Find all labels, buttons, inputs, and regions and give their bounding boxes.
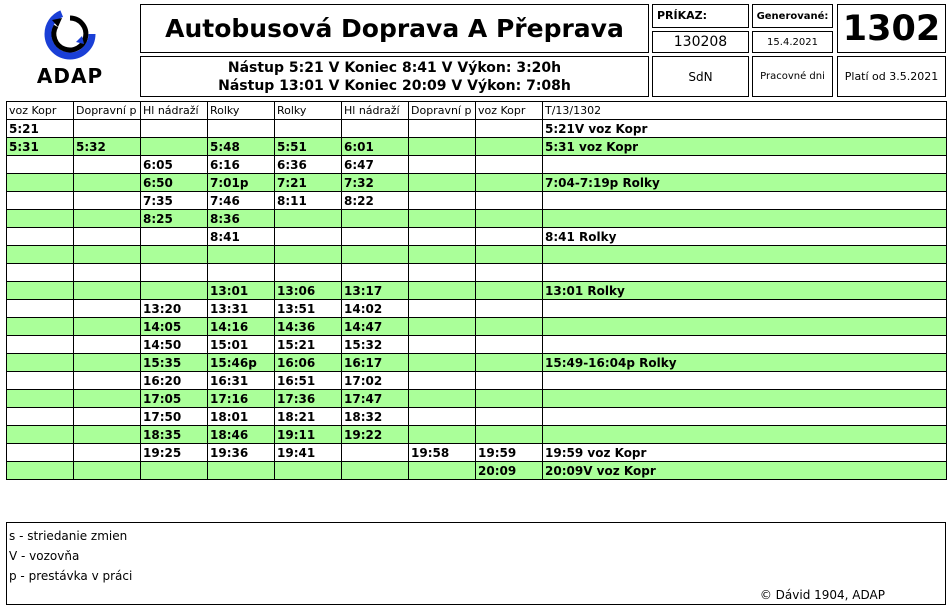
time-cell: 8:22 (342, 192, 409, 210)
note-cell: 19:59 voz Kopr (543, 444, 947, 462)
time-cell (409, 192, 476, 210)
note-cell (543, 264, 947, 282)
time-cell (141, 264, 208, 282)
time-cell: 8:25 (141, 210, 208, 228)
time-cell: 18:21 (275, 408, 342, 426)
time-cell (7, 390, 74, 408)
time-cell (409, 264, 476, 282)
time-cell: 17:50 (141, 408, 208, 426)
time-cell (7, 372, 74, 390)
note-cell: 20:09V voz Kopr (543, 462, 947, 480)
time-cell (74, 354, 141, 372)
time-cell (476, 228, 543, 246)
time-cell (409, 174, 476, 192)
note-cell: 5:31 voz Kopr (543, 138, 947, 156)
time-cell (409, 210, 476, 228)
time-cell: 19:25 (141, 444, 208, 462)
column-header: Dopravní p (409, 102, 476, 120)
table-row (7, 174, 947, 192)
shift-summary (140, 56, 649, 97)
time-cell (74, 192, 141, 210)
time-cell: 14:02 (342, 300, 409, 318)
time-cell: 5:21 (7, 120, 74, 138)
time-cell (141, 246, 208, 264)
time-cell: 17:16 (208, 390, 275, 408)
note-cell: 5:21V voz Kopr (543, 120, 947, 138)
logo-text: ADAP (36, 64, 104, 88)
time-cell (476, 282, 543, 300)
column-header: Hl nádraží (141, 102, 208, 120)
column-header: Hl nádraží (342, 102, 409, 120)
column-header: Rolky (275, 102, 342, 120)
time-cell (74, 246, 141, 264)
time-cell (342, 228, 409, 246)
timetable (6, 101, 947, 480)
column-header: Dopravní p (74, 102, 141, 120)
time-cell (74, 174, 141, 192)
note-cell (543, 246, 947, 264)
time-cell (7, 174, 74, 192)
time-cell (409, 318, 476, 336)
time-cell (275, 120, 342, 138)
time-cell (342, 444, 409, 462)
time-cell (275, 246, 342, 264)
time-cell: 13:20 (141, 300, 208, 318)
time-cell (342, 120, 409, 138)
time-cell (476, 210, 543, 228)
shift-line-afternoon: Nástup 13:01 V Koniec 20:09 V Výkon: 7:08h (218, 77, 571, 94)
column-header: voz Kopr (476, 102, 543, 120)
time-cell: 13:06 (275, 282, 342, 300)
order-number: 130208 (652, 31, 749, 53)
time-cell (275, 264, 342, 282)
time-cell (7, 444, 74, 462)
table-row (7, 426, 947, 444)
time-cell: 19:41 (275, 444, 342, 462)
time-cell: 19:22 (342, 426, 409, 444)
time-cell (74, 462, 141, 480)
time-cell (275, 462, 342, 480)
time-cell (141, 228, 208, 246)
table-row (7, 120, 947, 138)
time-cell: 14:50 (141, 336, 208, 354)
table-row (7, 390, 947, 408)
column-header: voz Kopr (7, 102, 74, 120)
time-cell (7, 462, 74, 480)
time-cell (409, 354, 476, 372)
time-cell (476, 408, 543, 426)
column-header: T/13/1302 (543, 102, 947, 120)
time-cell: 17:02 (342, 372, 409, 390)
time-cell (74, 336, 141, 354)
column-header: Rolky (208, 102, 275, 120)
time-cell (141, 120, 208, 138)
time-cell (409, 282, 476, 300)
time-cell: 17:36 (275, 390, 342, 408)
time-cell: 15:46p (208, 354, 275, 372)
time-cell (74, 120, 141, 138)
time-cell: 19:58 (409, 444, 476, 462)
time-cell (476, 246, 543, 264)
legend-item-shift-change: s - striedanie zmien (9, 529, 128, 543)
table-row (7, 282, 947, 300)
legend (6, 522, 946, 605)
generated-date: 15.4.2021 (752, 31, 833, 53)
time-cell: 7:01p (208, 174, 275, 192)
time-cell: 14:36 (275, 318, 342, 336)
time-cell (74, 408, 141, 426)
table-row (7, 210, 947, 228)
time-cell (208, 246, 275, 264)
time-cell (74, 444, 141, 462)
time-cell (74, 210, 141, 228)
time-cell (409, 408, 476, 426)
time-cell (409, 300, 476, 318)
note-cell (543, 426, 947, 444)
table-row (7, 462, 947, 480)
time-cell: 5:31 (7, 138, 74, 156)
time-cell: 13:31 (208, 300, 275, 318)
time-cell (409, 120, 476, 138)
sdn-label: SdN (652, 56, 749, 97)
time-cell (409, 156, 476, 174)
time-cell (476, 156, 543, 174)
time-cell: 6:05 (141, 156, 208, 174)
time-cell: 6:50 (141, 174, 208, 192)
page-title: Autobusová Doprava A Přeprava (140, 4, 649, 53)
table-row (7, 228, 947, 246)
time-cell: 20:09 (476, 462, 543, 480)
time-cell: 14:16 (208, 318, 275, 336)
note-cell (543, 156, 947, 174)
table-row (7, 408, 947, 426)
time-cell: 8:11 (275, 192, 342, 210)
time-cell: 7:32 (342, 174, 409, 192)
time-cell (342, 210, 409, 228)
adap-logo (30, 4, 110, 88)
time-cell (74, 300, 141, 318)
route-number: 1302 (837, 4, 946, 53)
time-cell: 17:47 (342, 390, 409, 408)
time-cell: 15:35 (141, 354, 208, 372)
time-cell (476, 264, 543, 282)
time-cell: 19:11 (275, 426, 342, 444)
time-cell (7, 318, 74, 336)
time-cell: 5:51 (275, 138, 342, 156)
time-cell (7, 354, 74, 372)
time-cell (476, 120, 543, 138)
note-cell: 8:41 Rolky (543, 228, 947, 246)
time-cell (409, 138, 476, 156)
time-cell: 16:51 (275, 372, 342, 390)
time-cell (476, 372, 543, 390)
time-cell (476, 318, 543, 336)
time-cell (7, 228, 74, 246)
time-cell (141, 462, 208, 480)
time-cell (342, 246, 409, 264)
table-row (7, 246, 947, 264)
table-row (7, 318, 947, 336)
time-cell: 7:35 (141, 192, 208, 210)
table-row (7, 300, 947, 318)
time-cell (476, 390, 543, 408)
time-cell (7, 408, 74, 426)
time-cell: 8:36 (208, 210, 275, 228)
time-cell (74, 426, 141, 444)
time-cell (409, 228, 476, 246)
time-cell: 6:16 (208, 156, 275, 174)
note-cell: 7:04-7:19p Rolky (543, 174, 947, 192)
time-cell: 14:05 (141, 318, 208, 336)
valid-from: Platí od 3.5.2021 (837, 56, 946, 97)
legend-item-depot: V - vozovňa (9, 549, 80, 563)
time-cell (409, 426, 476, 444)
time-cell (208, 462, 275, 480)
time-cell (7, 264, 74, 282)
note-cell (543, 318, 947, 336)
time-cell: 5:48 (208, 138, 275, 156)
time-cell (409, 372, 476, 390)
day-type: Pracovné dni (752, 56, 833, 97)
time-cell: 17:05 (141, 390, 208, 408)
note-cell (543, 300, 947, 318)
note-cell (543, 336, 947, 354)
time-cell: 14:47 (342, 318, 409, 336)
time-cell (476, 300, 543, 318)
time-cell (141, 138, 208, 156)
time-cell: 18:32 (342, 408, 409, 426)
time-cell: 18:01 (208, 408, 275, 426)
time-cell: 18:46 (208, 426, 275, 444)
time-cell: 18:35 (141, 426, 208, 444)
time-cell (342, 264, 409, 282)
time-cell (7, 300, 74, 318)
note-cell: 15:49-16:04p Rolky (543, 354, 947, 372)
time-cell: 13:01 (208, 282, 275, 300)
time-cell (409, 246, 476, 264)
time-cell: 16:20 (141, 372, 208, 390)
note-cell: 13:01 Rolky (543, 282, 947, 300)
time-cell: 7:21 (275, 174, 342, 192)
time-cell: 16:17 (342, 354, 409, 372)
time-cell (7, 336, 74, 354)
time-cell (74, 156, 141, 174)
table-row (7, 264, 947, 282)
time-cell: 16:31 (208, 372, 275, 390)
time-cell: 8:41 (208, 228, 275, 246)
time-cell: 6:47 (342, 156, 409, 174)
time-cell (7, 210, 74, 228)
time-cell (476, 192, 543, 210)
note-cell (543, 210, 947, 228)
time-cell (208, 120, 275, 138)
table-row (7, 138, 947, 156)
table-row (7, 444, 947, 462)
table-row (7, 336, 947, 354)
time-cell (275, 228, 342, 246)
time-cell: 6:36 (275, 156, 342, 174)
legend-item-break: p - prestávka v práci (9, 569, 133, 583)
order-label: PRÍKAZ: (652, 4, 749, 28)
time-cell (74, 282, 141, 300)
time-cell (7, 426, 74, 444)
note-cell (543, 408, 947, 426)
time-cell (409, 462, 476, 480)
time-cell (409, 336, 476, 354)
time-cell: 15:01 (208, 336, 275, 354)
time-cell (74, 390, 141, 408)
time-cell (342, 462, 409, 480)
time-cell (208, 264, 275, 282)
time-cell: 6:01 (342, 138, 409, 156)
logo-swirl-icon (30, 4, 110, 66)
time-cell (7, 246, 74, 264)
time-cell (74, 318, 141, 336)
time-cell (7, 282, 74, 300)
table-body (7, 120, 947, 480)
copyright: © Dávid 1904, ADAP (759, 588, 885, 602)
table-row (7, 192, 947, 210)
time-cell: 19:36 (208, 444, 275, 462)
time-cell (7, 156, 74, 174)
time-cell (476, 336, 543, 354)
time-cell: 15:21 (275, 336, 342, 354)
time-cell (476, 354, 543, 372)
note-cell (543, 192, 947, 210)
time-cell (476, 138, 543, 156)
time-cell (275, 210, 342, 228)
table-row (7, 354, 947, 372)
time-cell: 13:51 (275, 300, 342, 318)
time-cell (74, 228, 141, 246)
time-cell (7, 192, 74, 210)
time-cell (74, 372, 141, 390)
time-cell: 7:46 (208, 192, 275, 210)
time-cell: 5:32 (74, 138, 141, 156)
time-cell (74, 264, 141, 282)
note-cell (543, 372, 947, 390)
time-cell: 13:17 (342, 282, 409, 300)
time-cell (409, 390, 476, 408)
table-row (7, 372, 947, 390)
generated-label: Generované: (752, 4, 833, 28)
time-cell (476, 174, 543, 192)
note-cell (543, 390, 947, 408)
time-cell: 19:59 (476, 444, 543, 462)
table-header-row (7, 102, 947, 120)
time-cell: 16:06 (275, 354, 342, 372)
time-cell (141, 282, 208, 300)
time-cell: 15:32 (342, 336, 409, 354)
shift-line-morning: Nástup 5:21 V Koniec 8:41 V Výkon: 3:20h (227, 59, 562, 76)
table-row (7, 156, 947, 174)
time-cell (476, 426, 543, 444)
